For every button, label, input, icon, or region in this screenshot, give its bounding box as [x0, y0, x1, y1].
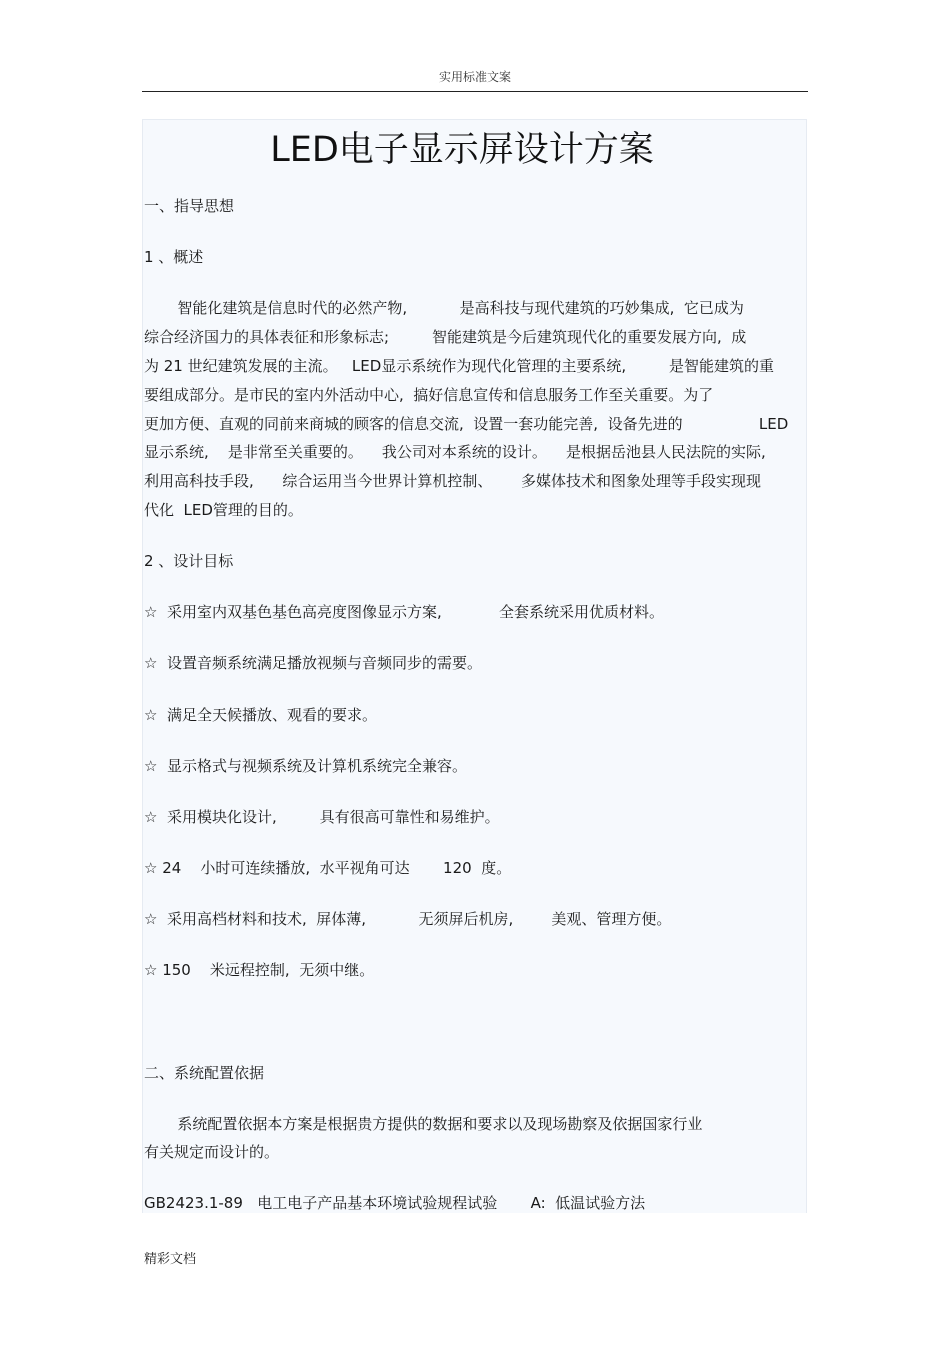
overview-line: 显示系统, 是非常至关重要的。 我公司对本系统的设计。 是根据岳池县人民法院的实际,	[144, 443, 766, 461]
goal-item: ☆ 满足全天候播放、观看的要求。	[144, 706, 377, 724]
header-divider	[142, 91, 808, 92]
goal-item: ☆ 设置音频系统满足播放视频与音频同步的需要。	[144, 654, 482, 672]
overview-line: 要组成部分。是市民的室内外活动中心, 搞好信息宣传和信息服务工作至关重要。为了	[144, 386, 714, 404]
goal-item: ☆ 显示格式与视频系统及计算机系统完全兼容。	[144, 757, 467, 775]
document-title: LED电子显示屏设计方案	[270, 130, 654, 170]
goal-item: ☆ 采用室内双基色基色高亮度图像显示方案, 全套系统采用优质材料。	[144, 603, 664, 621]
overview-line: 代化 LED管理的目的。	[144, 501, 303, 519]
overview-line: 综合经济国力的具体表征和形象标志; 智能建筑是今后建筑现代化的重要发展方向, 成	[144, 328, 747, 346]
page-footer: 精彩文档	[144, 1252, 197, 1267]
overview-line: 为 21 世纪建筑发展的主流。 LED显示系统作为现代化管理的主要系统, 是智能建筑的重	[144, 357, 774, 375]
goal-item: ☆ 采用高档材料和技术, 屏体薄, 无须屏后机房, 美观、管理方便。	[144, 910, 672, 928]
overview-line: 更加方便、直观的同前来商城的顾客的信息交流, 设置一套功能完善, 设备先进的 LED	[144, 415, 789, 433]
config-basis-line: 有关规定而设计的。	[144, 1143, 280, 1161]
page-header: 实用标准文案	[438, 70, 511, 84]
goal-item: ☆ 采用模块化设计, 具有很高可靠性和易维护。	[144, 808, 500, 826]
overview-line: 利用高科技手段, 综合运用当今世界计算机控制、 多媒体技术和图象处理等手段实现现	[144, 472, 761, 490]
standard-reference: GB2423.1-89 电工电子产品基本环境试验规程试验 A: 低温试验方法	[144, 1194, 646, 1212]
goal-item: ☆ 150 米远程控制, 无须中继。	[144, 961, 375, 979]
subheading-design-goals: 2 、设计目标	[144, 552, 234, 570]
config-basis-line: 系统配置依据本方案是根据贵方提供的数据和要求以及现场勘察及依据国家行业	[144, 1115, 703, 1133]
goal-item: ☆ 24 小时可连续播放, 水平视角可达 120 度。	[144, 859, 512, 877]
overview-line: 智能化建筑是信息时代的必然产物, 是高科技与现代建筑的巧妙集成, 它已成为	[144, 299, 744, 317]
section-heading-system-config: 二、系统配置依据	[144, 1064, 265, 1082]
section-heading-guiding-ideology: 一、指导思想	[144, 197, 235, 215]
subheading-overview: 1 、概述	[144, 248, 204, 266]
